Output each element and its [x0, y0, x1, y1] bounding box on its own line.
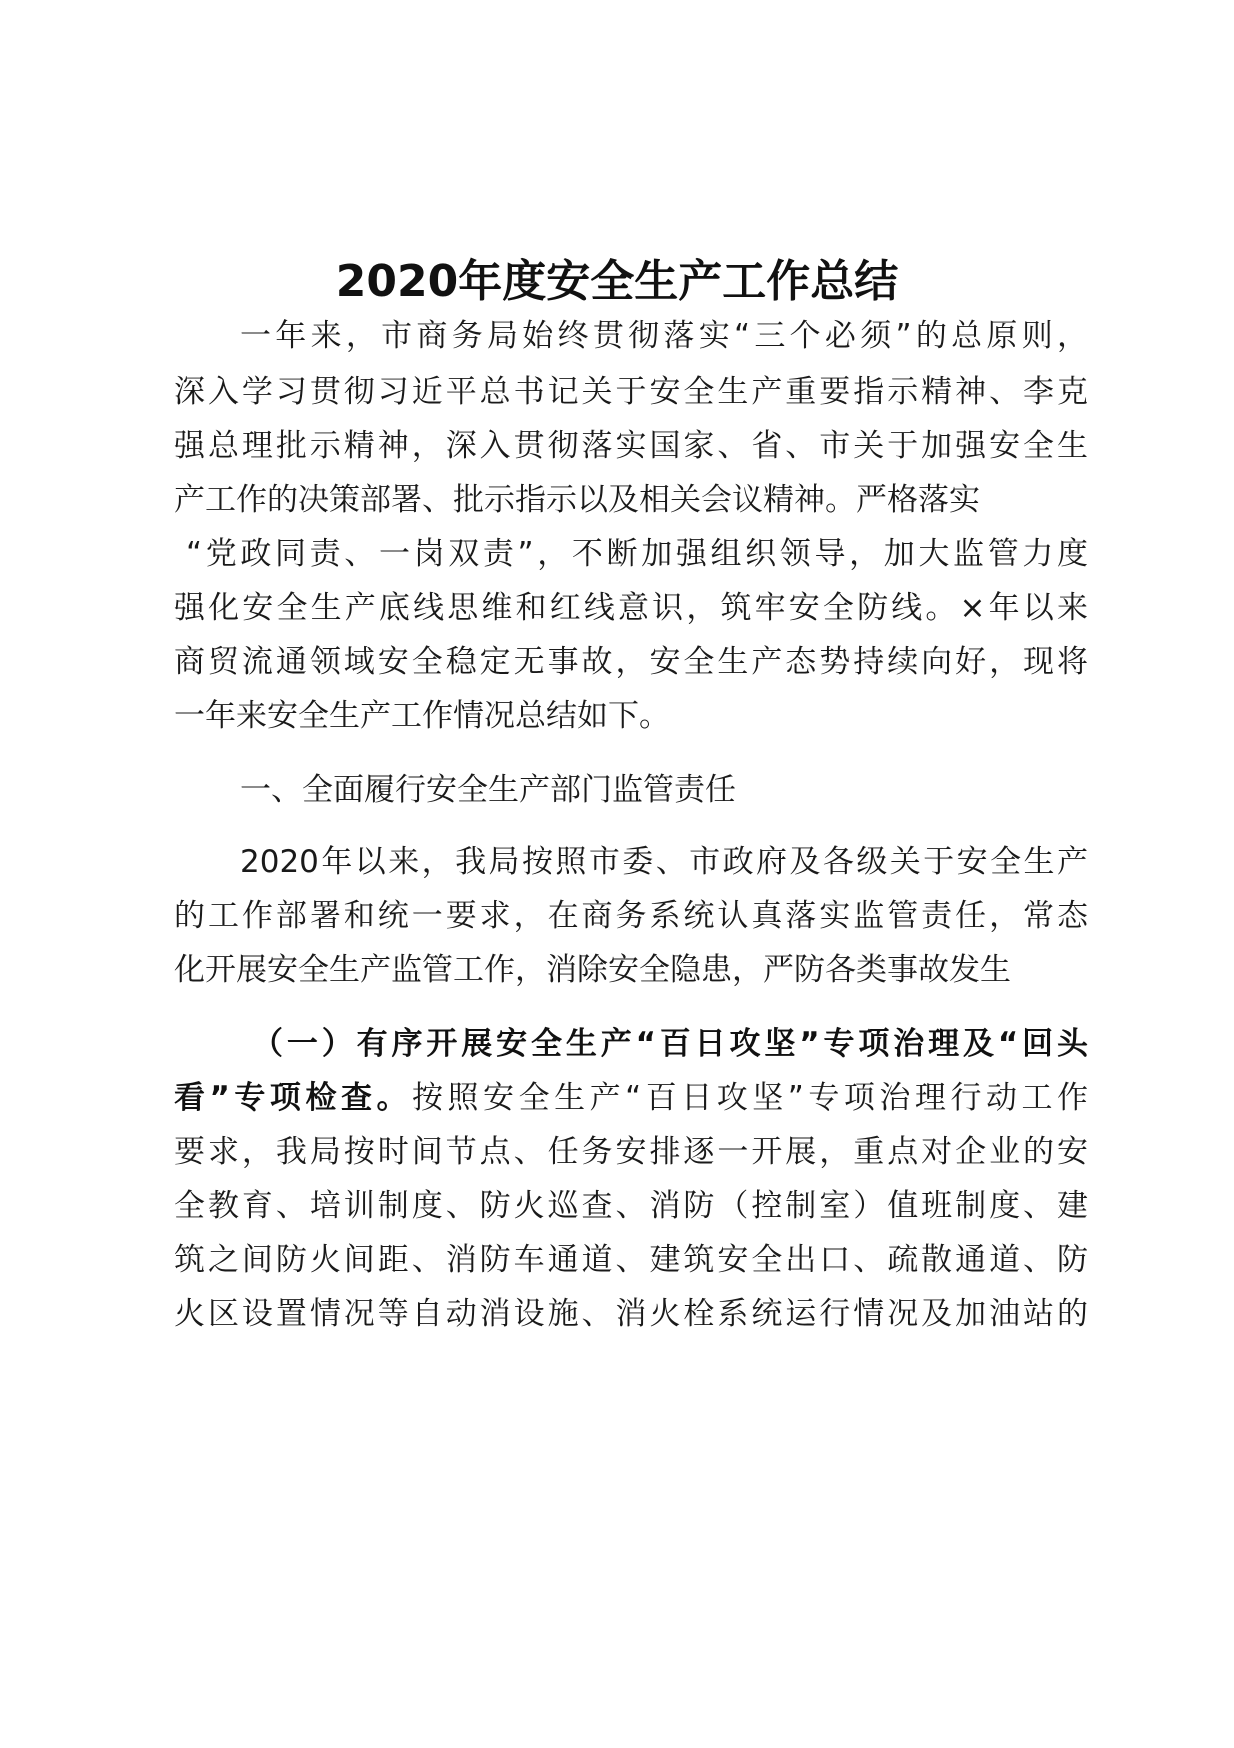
paragraph-1-line-2: 深入学习贯彻习近平总书记关于安全生产重要指示精神、李克 — [174, 374, 1088, 410]
paragraph-1-line-1: 一年来，市商务局始终贯彻落实“三个必须”的总原则， — [240, 318, 1088, 354]
paragraph-3-line-2 — [174, 1068, 1088, 1128]
paragraph-1-line-8: 一年来安全生产工作情况总结如下。 — [174, 698, 670, 734]
paragraph-1-line-6: 强化安全生产底线思维和红线意识，筑牢安全防线。×年以来 — [174, 590, 1088, 626]
paragraph-3-line-1 — [252, 1014, 1088, 1074]
document-title: 2020年度安全生产工作总结 — [335, 256, 899, 307]
subheading-bold-part-2: 看”专项检查。 — [174, 1080, 413, 1116]
paragraph-1-line-5: “党政同责、一岗双责”，不断加强组织领导，加大监管力度 — [186, 536, 1088, 572]
paragraph-3-line-5: 筑之间防火间距、消防车通道、建筑安全出口、疏散通道、防 — [174, 1242, 1088, 1278]
paragraph-3-line-4: 全教育、培训制度、防火巡查、消防（控制室）值班制度、建 — [174, 1188, 1088, 1224]
paragraph-1-line-4: 产工作的决策部署、批示指示以及相关会议精神。严格落实 — [174, 482, 980, 518]
paragraph-3-line-6: 火区设置情况等自动消设施、消火栓系统运行情况及加油站的 — [174, 1296, 1088, 1332]
paragraph-2-line-3: 化开展安全生产监管工作，消除安全隐患，严防各类事故发生 — [174, 952, 1011, 988]
paragraph-2-line-1: 2020年以来，我局按照市委、市政府及各级关于安全生产 — [240, 844, 1088, 880]
paragraph-3-line-3: 要求，我局按时间节点、任务安排逐一开展，重点对企业的安 — [174, 1134, 1088, 1170]
section-heading-1: 一、全面履行安全生产部门监管责任 — [240, 772, 736, 808]
paragraph-1-line-3: 强总理批示精神，深入贯彻落实国家、省、市关于加强安全生 — [174, 428, 1088, 464]
paragraph-3-line-2-text: 按照安全生产“百日攻坚”专项治理行动工作 — [412, 1080, 1088, 1116]
paragraph-2-line-2: 的工作部署和统一要求，在商务系统认真落实监管责任，常态 — [174, 898, 1088, 934]
paragraph-1-line-7: 商贸流通领域安全稳定无事故，安全生产态势持续向好，现将 — [174, 644, 1088, 680]
subheading-bold-part-1: （一）有序开展安全生产“百日攻坚”专项治理及“回头 — [252, 1026, 1088, 1062]
